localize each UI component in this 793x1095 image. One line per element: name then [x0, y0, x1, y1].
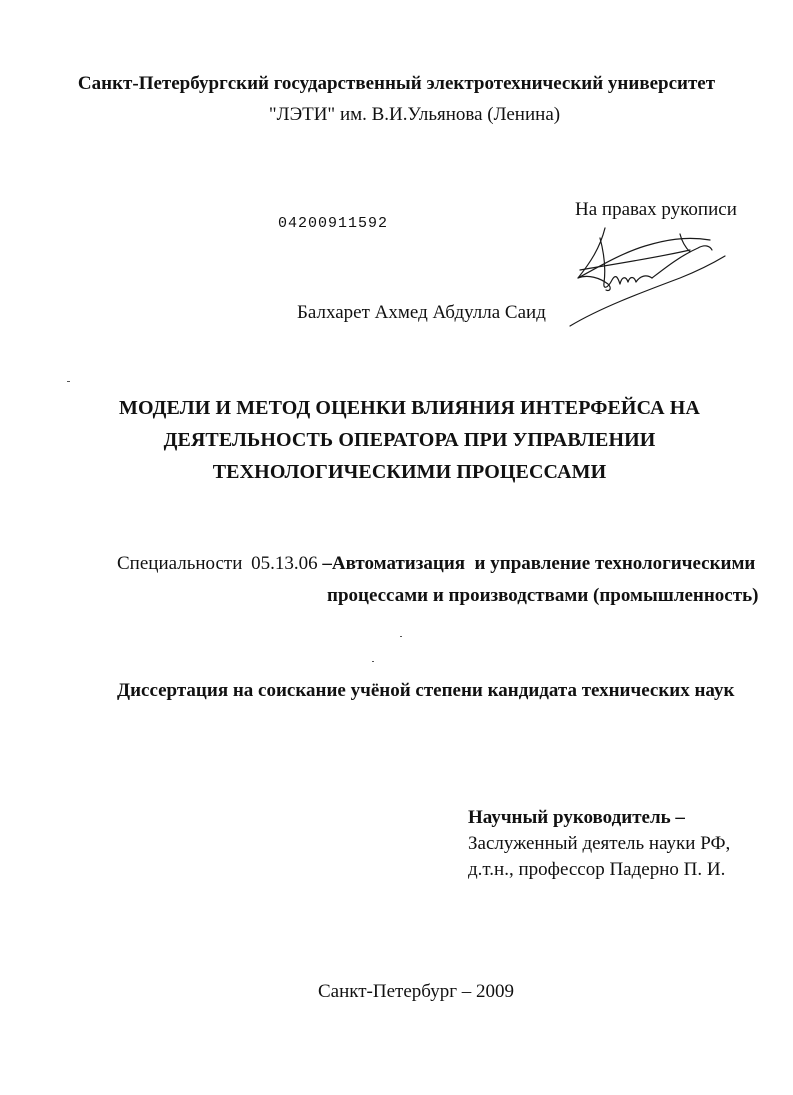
supervisor-role: Научный руководитель –: [468, 807, 685, 828]
scan-speck: [372, 661, 374, 662]
title-line-2: ДЕЯТЕЛЬНОСТЬ ОПЕРАТОРА ПРИ УПРАВЛЕНИИ: [163, 429, 656, 451]
specialty-label: Специальности: [117, 553, 243, 574]
title-line-3: ТЕХНОЛОГИЧЕСКИМИ ПРОЦЕССАМИ: [212, 461, 607, 483]
author-name: Балхарет Ахмед Абдулла Саид: [297, 302, 546, 323]
university-name: Санкт-Петербургский государственный электротехнический университет: [77, 73, 716, 94]
specialty-name-part2: процессами и производствами (промышленность): [327, 585, 759, 606]
manuscript-note: На правах рукописи: [575, 199, 737, 220]
signature-mark: [560, 218, 730, 328]
supervisor-title: Заслуженный деятель науки РФ,: [468, 833, 731, 854]
specialty-line-1: [117, 553, 755, 575]
city-year: Санкт-Петербург – 2009: [318, 981, 515, 1002]
university-subtitle: "ЛЭТИ" им. В.И.Ульянова (Ленина): [268, 104, 561, 125]
document-code: 04200911592: [278, 215, 389, 232]
scan-speck: [400, 636, 402, 637]
specialty-name-part1: –Автоматизация и управление технологическими: [322, 553, 756, 574]
scan-speck: [67, 381, 70, 382]
degree-statement: Диссертация на соискание учёной степени кандидата технических наук: [117, 680, 735, 701]
supervisor-name: д.т.н., профессор Падерно П. И.: [468, 859, 726, 880]
specialty-code: 05.13.06: [251, 553, 318, 574]
title-line-1: МОДЕЛИ И МЕТОД ОЦЕНКИ ВЛИЯНИЯ ИНТЕРФЕЙСА НА: [119, 397, 700, 419]
